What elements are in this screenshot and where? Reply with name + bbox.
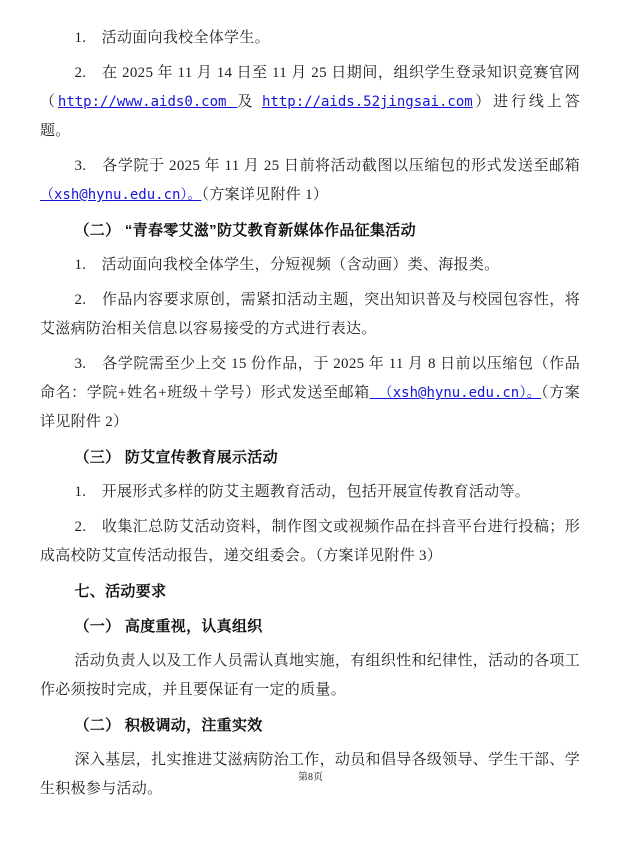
- heading-section7-sub2: （二） 积极调动，注重实效: [74, 717, 263, 734]
- heading-section3: （三） 防艾宣传教育展示活动: [74, 449, 278, 466]
- paragraph-sec2-item3: [40, 350, 580, 437]
- paragraph-text: （方案详见附件 2）: [40, 385, 580, 430]
- paragraph-sec1-item3: [40, 152, 580, 210]
- paragraph-sec2-item1: 1. 活动面向我校全体学生，分短视频（含动画）类、海报类。: [74, 257, 500, 273]
- paragraph-text: 及: [237, 94, 262, 110]
- paragraph-text: 2. 在 2025 年 11 月 14 日至 11 月 25 日期间，组织学生登录知识竞赛官网（: [40, 65, 580, 110]
- paragraph-text: （方案详见附件 1）: [201, 187, 329, 203]
- link-submission-email[interactable]: （xsh@hynu.edu.cn）。: [40, 187, 202, 203]
- link-52jingsai-url[interactable]: http://aids.52jingsai.com: [262, 94, 473, 110]
- paragraph-sec2-item2: 2. 作品内容要求原创，需紧扣活动主题，突出知识普及与校园包容性，将艾滋病防治相关信息以容易接受的方式进行表达。: [40, 292, 580, 337]
- link-submission-email[interactable]: （xsh@hynu.edu.cn）。: [369, 385, 542, 401]
- heading-section2: （二） “青春零艾滋”防艾教育新媒体作品征集活动: [74, 222, 416, 239]
- paragraph-text: 3. 各学院需至少上交 15 份作品，于 2025 年 11 月 8 日前以压缩包（作品命名：学院+姓名+班级＋学号）形式发送至邮箱: [40, 356, 580, 401]
- paragraph-sec1-item1: 1. 活动面向我校全体学生。: [74, 30, 270, 46]
- paragraph-sec7-sub1-body: 活动负责人以及工作人员需认真地实施，有组织性和纪律性，活动的各项工作必须按时完成，并且要保证有一定的质量。: [40, 653, 580, 698]
- link-aids0-url[interactable]: http://www.aids0.com: [57, 94, 238, 110]
- paragraph-sec1-item2: [40, 59, 580, 146]
- heading-section7: 七、活动要求: [74, 583, 167, 600]
- paragraph-sec3-item1: 1. 开展形式多样的防艾主题教育活动，包括开展宣传教育活动等。: [74, 484, 531, 500]
- heading-section7-sub1: （一） 高度重视，认真组织: [74, 618, 263, 635]
- page-number-footer: 第8页: [298, 772, 323, 783]
- paragraph-text: 3. 各学院于 2025 年 11 月 25 日前将活动截图以压缩包的形式发送至邮箱: [74, 158, 580, 174]
- paragraph-sec3-item2: 2. 收集汇总防艾活动资料，制作图文或视频作品在抖音平台进行投稿；形成高校防艾宣传活动报告，递交组委会。（方案详见附件 3）: [40, 519, 580, 564]
- paragraph-text: ）进行线上答题。: [40, 94, 580, 139]
- paragraph-sec7-sub2-body: 深入基层，扎实推进艾滋病防治工作，动员和倡导各级领导、学生干部、学生积极参与活动。: [40, 752, 580, 797]
